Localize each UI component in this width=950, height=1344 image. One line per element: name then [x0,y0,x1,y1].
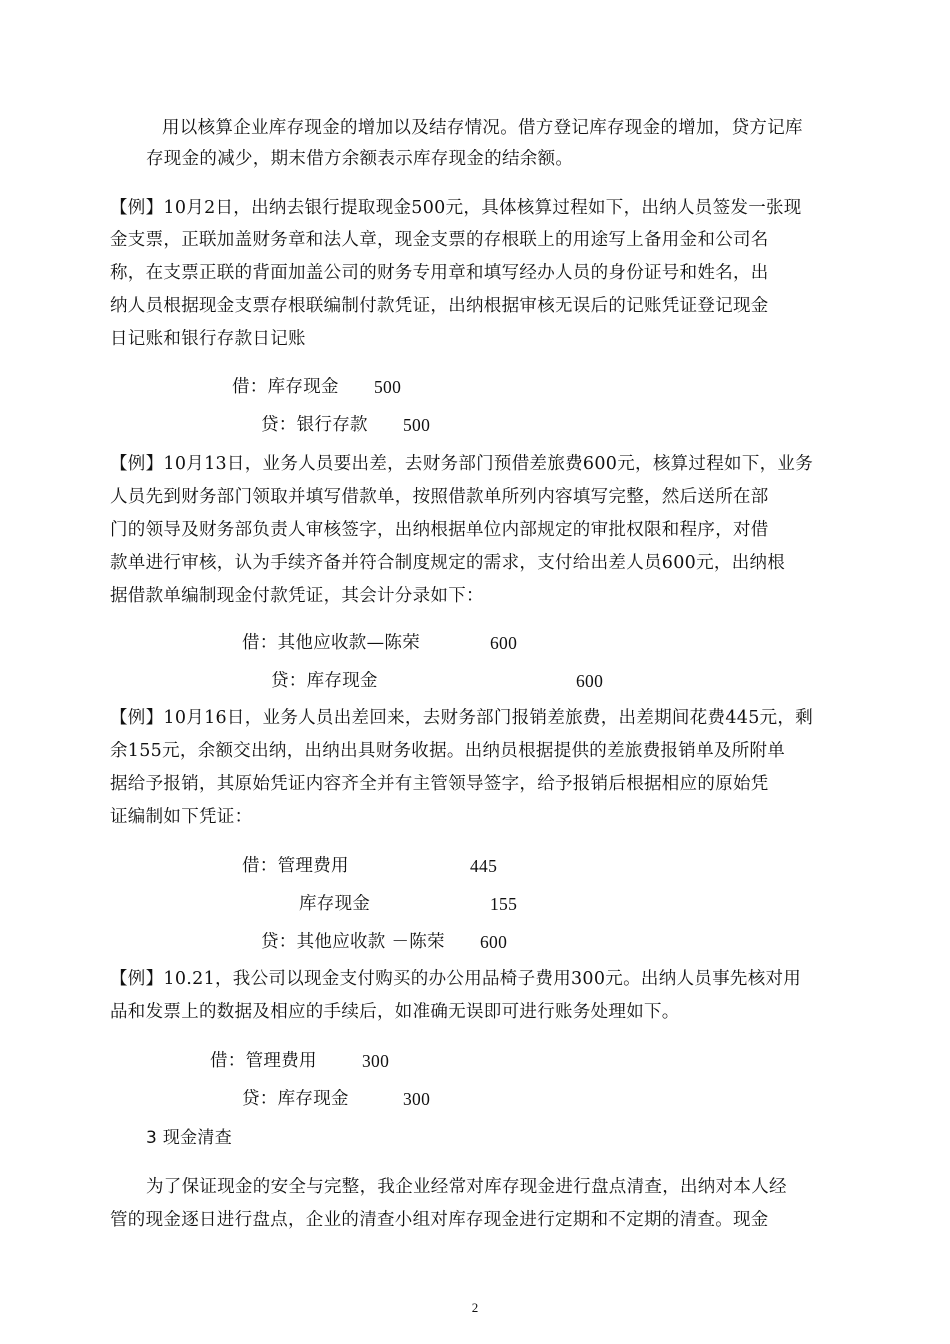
example2-line-4: 款单进行审核，认为手续齐备并符合制度规定的需求，支付给出差人员600元，出纳根 [110,553,786,573]
example2-line-5: 据借款单编制现金付款凭证，其会计分录如下： [110,586,484,606]
section-line-1: 为了保证现金的安全与完整，我企业经常对库存现金进行盘点清查，出纳对本人经 [146,1177,787,1197]
example2-line-3: 门的领导及财务部负责人审核签字，出纳根据单位内部规定的审批权限和程序，对借 [110,520,769,540]
example1-credit-label: 贷：银行存款 [261,415,368,435]
example3-line-2: 余155元，余额交出纳，出纳出具财务收据。出纳员根据提供的差旅费报销单及所附单 [110,741,786,761]
example3-line-3: 据给予报销，其原始凭证内容齐全并有主管领导签字，给予报销后根据相应的原始凭 [110,774,769,794]
example3-debit-amount: 445 [470,856,498,876]
example2-debit-amount: 600 [490,633,518,653]
example2-credit-amount: 600 [576,671,604,691]
example2-credit-label: 贷：库存现金 [271,671,378,691]
example2-line-1: 【例】10月13日，业务人员要出差，去财务部门预借差旅费600元，核算过程如下，业务 [110,454,814,474]
page-number: 2 [471,1300,479,1315]
example1-line-2: 金支票，正联加盖财务章和法人章，现金支票的存根联上的用途写上备用金和公司名 [110,230,769,250]
example2-debit-label: 借：其他应收款—陈荣 [242,633,420,653]
example3-debit-amount-2: 155 [490,894,518,914]
intro-line-2: 存现金的减少，期末借方余额表示库存现金的结余额。 [146,149,574,169]
section-heading: 3 现金清查 [146,1128,233,1148]
example3-line-1: 【例】10月16日，业务人员出差回来，去财务部门报销差旅费，出差期间花费445元，剩 [110,708,814,728]
example3-credit-label: 贷：其他应收款 －陈荣 [261,932,445,952]
section-line-2: 管的现金逐日进行盘点，企业的清查小组对库存现金进行定期和不定期的清查。现金 [110,1210,769,1230]
intro-line-1: 用以核算企业库存现金的增加以及结存情况。借方登记库存现金的增加，贷方记库 [162,118,803,138]
example4-line-1: 【例】10.21，我公司以现金支付购买的办公用品椅子费用300元。出纳人员事先核对用 [110,969,802,989]
example1-line-1: 【例】10月2日，出纳去银行提取现金500元，具体核算过程如下，出纳人员签发一张现 [110,198,802,218]
example1-line-4: 纳人员根据现金支票存根联编制付款凭证，出纳根据审核无误后的记账凭证登记现金 [110,296,769,316]
example1-line-5: 日记账和银行存款日记账 [110,329,306,349]
example3-credit-amount: 600 [480,932,508,952]
example1-debit-label: 借：库存现金 [232,377,339,397]
example1-debit-amount: 500 [374,377,402,397]
example4-debit-amount: 300 [362,1051,390,1071]
example3-debit-label: 借：管理费用 [242,856,349,876]
example2-line-2: 人员先到财务部门领取并填写借款单，按照借款单所列内容填写完整，然后送所在部 [110,487,769,507]
example4-debit-label: 借：管理费用 [210,1051,317,1071]
example4-credit-amount: 300 [403,1089,431,1109]
example1-credit-amount: 500 [403,415,431,435]
example3-line-4: 证编制如下凭证： [110,807,253,827]
example3-debit-label-2: 库存现金 [299,894,371,914]
example4-line-2: 品和发票上的数据及相应的手续后，如准确无误即可进行账务处理如下。 [110,1002,680,1022]
example4-credit-label: 贷：库存现金 [242,1089,349,1109]
example1-line-3: 称，在支票正联的背面加盖公司的财务专用章和填写经办人员的身份证号和姓名，出 [110,263,769,283]
